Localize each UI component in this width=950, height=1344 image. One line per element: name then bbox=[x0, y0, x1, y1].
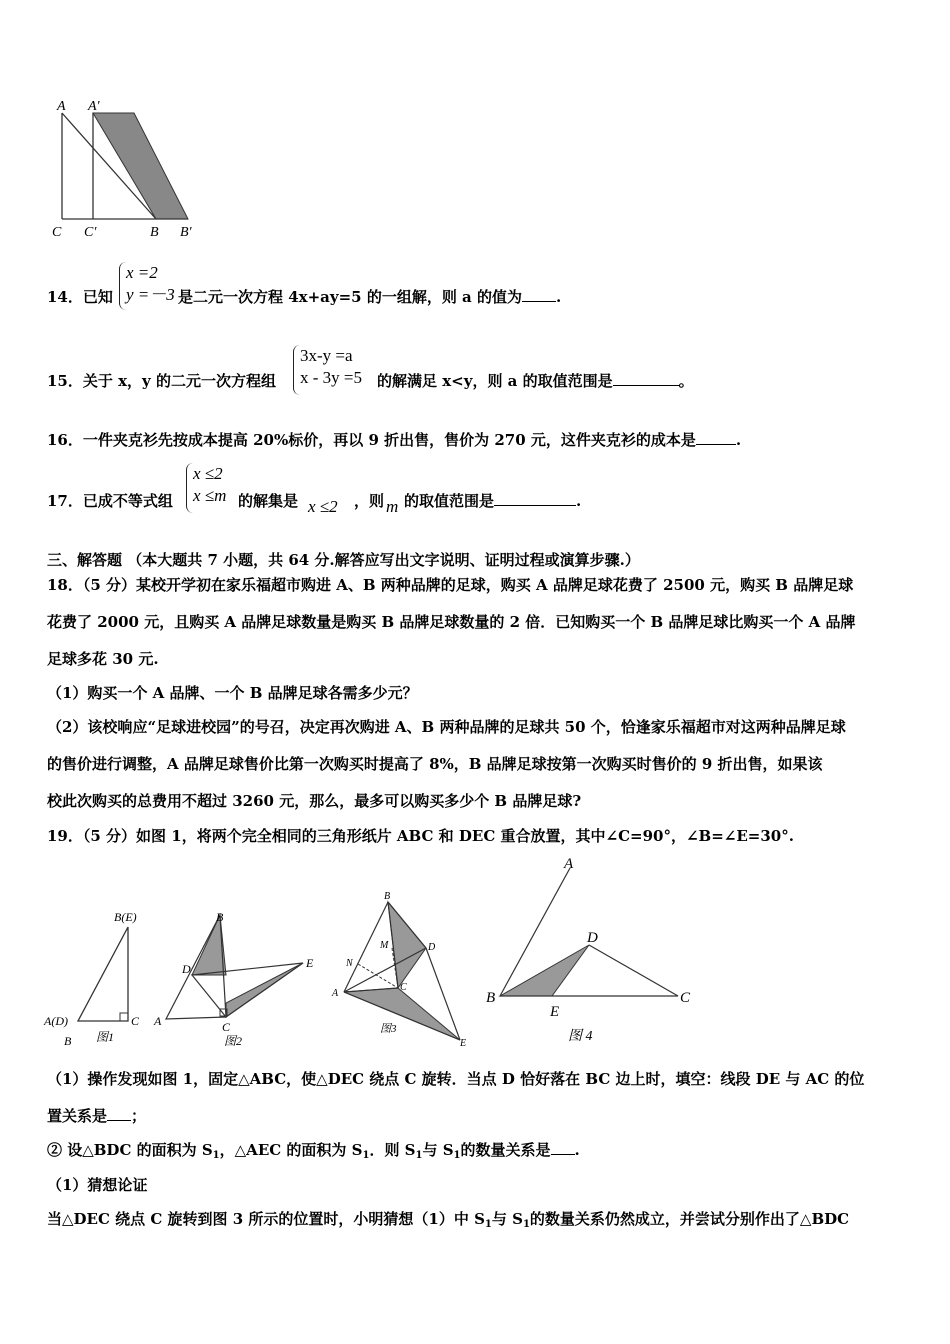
shaded-band bbox=[93, 113, 188, 219]
q19-part3: （1）猜想论证 bbox=[47, 1176, 148, 1194]
fig4-label-e: E bbox=[550, 1004, 560, 1020]
q17-eq2: x ≤m bbox=[193, 486, 227, 505]
q19-part2-blank[interactable] bbox=[551, 1140, 575, 1155]
q19-part1-blank[interactable] bbox=[107, 1106, 131, 1121]
q18-line2: 花费了 2000 元，且购买 A 品牌足球数量是购买 B 品牌足球数量的 2 倍．已知购买一个 B 品牌足球比购买一个 A 品牌 bbox=[47, 613, 856, 631]
fig4-label-d: D bbox=[587, 930, 598, 946]
label-a-prime: A′ bbox=[88, 99, 100, 114]
q15-text: 的解满足 x<y，则 a 的取值范围是 。 bbox=[377, 372, 694, 390]
q19-part1-line1: （1）操作发现如图 1，固定△ABC，使△DEC 绕点 C 旋转．当点 D 恰好落在 BC 边上时，填空：线段 DE 与 AC 的位 bbox=[47, 1070, 865, 1088]
q15-number: 15．关于 x，y 的二元一次方程组 bbox=[47, 372, 276, 390]
q14-system bbox=[126, 262, 175, 306]
figure-1 bbox=[40, 905, 150, 1050]
figure-2 bbox=[148, 905, 328, 1050]
fig1-right-angle bbox=[120, 1013, 128, 1021]
q15-eq2: x - 3y =5 bbox=[300, 368, 362, 387]
q17-eq1: x ≤2 bbox=[193, 464, 223, 483]
q14-answer-blank[interactable] bbox=[522, 287, 556, 302]
q18-part1: （1）购买一个 A 品牌、一个 B 品牌足球各需多少元？ bbox=[47, 684, 418, 702]
q14-number: 14．已知 bbox=[47, 288, 113, 306]
fig4-label-c: C bbox=[680, 990, 691, 1006]
q18-line3: 足球多花 30 元. bbox=[47, 650, 159, 668]
q19-part2: ② 设△BDC 的面积为 $S_1$，△AEC 的面积为 $S_1$．则 $S_1$与 $S_1$的数量关系是 . bbox=[47, 1141, 580, 1161]
fig1-label-ad: A(D) bbox=[44, 1014, 68, 1028]
fig3-line-ad bbox=[344, 948, 426, 992]
fig2-label-a: A bbox=[154, 1014, 162, 1028]
q17-text1: 的解集是 bbox=[238, 492, 299, 510]
fig4-label-b: B bbox=[486, 990, 496, 1006]
q15-eq1: 3x-y =a bbox=[300, 346, 353, 365]
q15-brace bbox=[293, 345, 300, 395]
q19-intro: 19．（5 分）如图 1，将两个完全相同的三角形纸片 ABC 和 DEC 重合放置，其中∠C=90°，∠B=∠E=30°. bbox=[47, 827, 794, 845]
q18-part2-line1: （2）该校响应“足球进校园”的号召，决定再次购进 A、B 两种品牌的足球共 50 个，恰逢家乐福超市对这两种品牌足球 bbox=[47, 718, 846, 736]
fig3-label-d: D bbox=[428, 942, 436, 953]
fig3-label-a: A bbox=[332, 988, 339, 999]
fig1-label-c: C bbox=[131, 1014, 140, 1028]
q15-answer-blank[interactable] bbox=[613, 371, 679, 386]
figure-3 bbox=[326, 888, 476, 1048]
q17-solution: x ≤2 bbox=[308, 497, 338, 516]
q18-line1: 18．（5 分）某校开学初在家乐福超市购进 A、B 两种品牌的足球，购买 A 品牌足球花费了 2500 元，购买 B 品牌足球 bbox=[47, 576, 854, 594]
label-b-prime: B′ bbox=[180, 225, 192, 240]
q14-eq1: x =2 bbox=[126, 263, 158, 282]
fig4-caption: 图 4 bbox=[568, 1029, 593, 1044]
q17-brace bbox=[186, 463, 193, 513]
q19-part1-line2: 置关系是 ； bbox=[47, 1107, 147, 1125]
fig1-caption: 图1 bbox=[96, 1030, 115, 1044]
q17-number: 17．已成不等式组 bbox=[47, 492, 173, 510]
q17-m: m bbox=[386, 497, 399, 516]
q14-eq2: y =－3 bbox=[126, 285, 175, 304]
question-16: 16．一件夹克衫先按成本提高 20%标价，再以 9 折出售，售价为 270 元，这件夹克衫的成本是 . bbox=[47, 431, 742, 449]
fig2-label-e: E bbox=[306, 956, 314, 970]
fig3-dash-nc bbox=[358, 964, 398, 988]
fig3-caption: 图3 bbox=[380, 1023, 397, 1035]
fig4-label-a: A bbox=[564, 856, 574, 872]
q14-text: 是二元一次方程 4x+ay=5 的一组解，则 a 的值为 . bbox=[178, 288, 562, 306]
label-b: B bbox=[150, 225, 159, 240]
q16-answer-blank[interactable] bbox=[696, 430, 736, 445]
fig2-label-b: B bbox=[216, 910, 224, 924]
q18-part2-line2: 的售价进行调整，A 品牌足球售价比第一次购买时提高了 8%，B 品牌足球按第一次购买时售价的 9 折出售，如果该 bbox=[47, 755, 823, 773]
fig3-label-b: B bbox=[384, 891, 391, 902]
label-a: A bbox=[57, 99, 66, 114]
figure-4 bbox=[480, 850, 710, 1050]
q18-part2-line3: 校此次购买的总费用不超过 3260 元，那么，最多可以购买多少个 B 品牌足球? bbox=[47, 792, 582, 810]
fig3-label-e: E bbox=[460, 1038, 467, 1048]
fig1-label-b: B bbox=[64, 1034, 72, 1048]
fig2-caption: 图2 bbox=[224, 1034, 243, 1048]
fig4-line-dc bbox=[589, 945, 678, 996]
q17-answer-blank[interactable] bbox=[494, 491, 576, 506]
q17-text2: ，则 bbox=[354, 492, 385, 510]
fig3-shaded-bdc bbox=[388, 902, 426, 988]
q17-system bbox=[193, 463, 226, 507]
q19-part4: 当△DEC 绕点 C 旋转到图 3 所示的位置时，小明猜想（1）中 $S_1$与 $S_1$的数量关系仍然成立，并尝试分别作出了△BDC bbox=[47, 1210, 850, 1230]
fig1-triangle bbox=[78, 927, 128, 1021]
label-c-prime: C′ bbox=[84, 225, 97, 240]
fig1-label-be: B(E) bbox=[114, 910, 137, 924]
label-c: C bbox=[52, 225, 62, 240]
q14-brace bbox=[119, 262, 126, 310]
figure-q13-triangles bbox=[40, 95, 220, 245]
fig3-label-m: M bbox=[380, 940, 389, 951]
q17-text3: 的取值范围是 . bbox=[404, 492, 582, 510]
fig2-label-c: C bbox=[222, 1020, 231, 1034]
fig3-label-n: N bbox=[346, 958, 353, 969]
fig2-label-d: D bbox=[182, 962, 191, 976]
q15-system bbox=[300, 345, 362, 389]
section-3-heading: 三、解答题 （本大题共 7 小题，共 64 分.解答应写出文字说明、证明过程或演算步骤.） bbox=[47, 551, 640, 569]
fig3-label-c: C bbox=[400, 982, 407, 993]
